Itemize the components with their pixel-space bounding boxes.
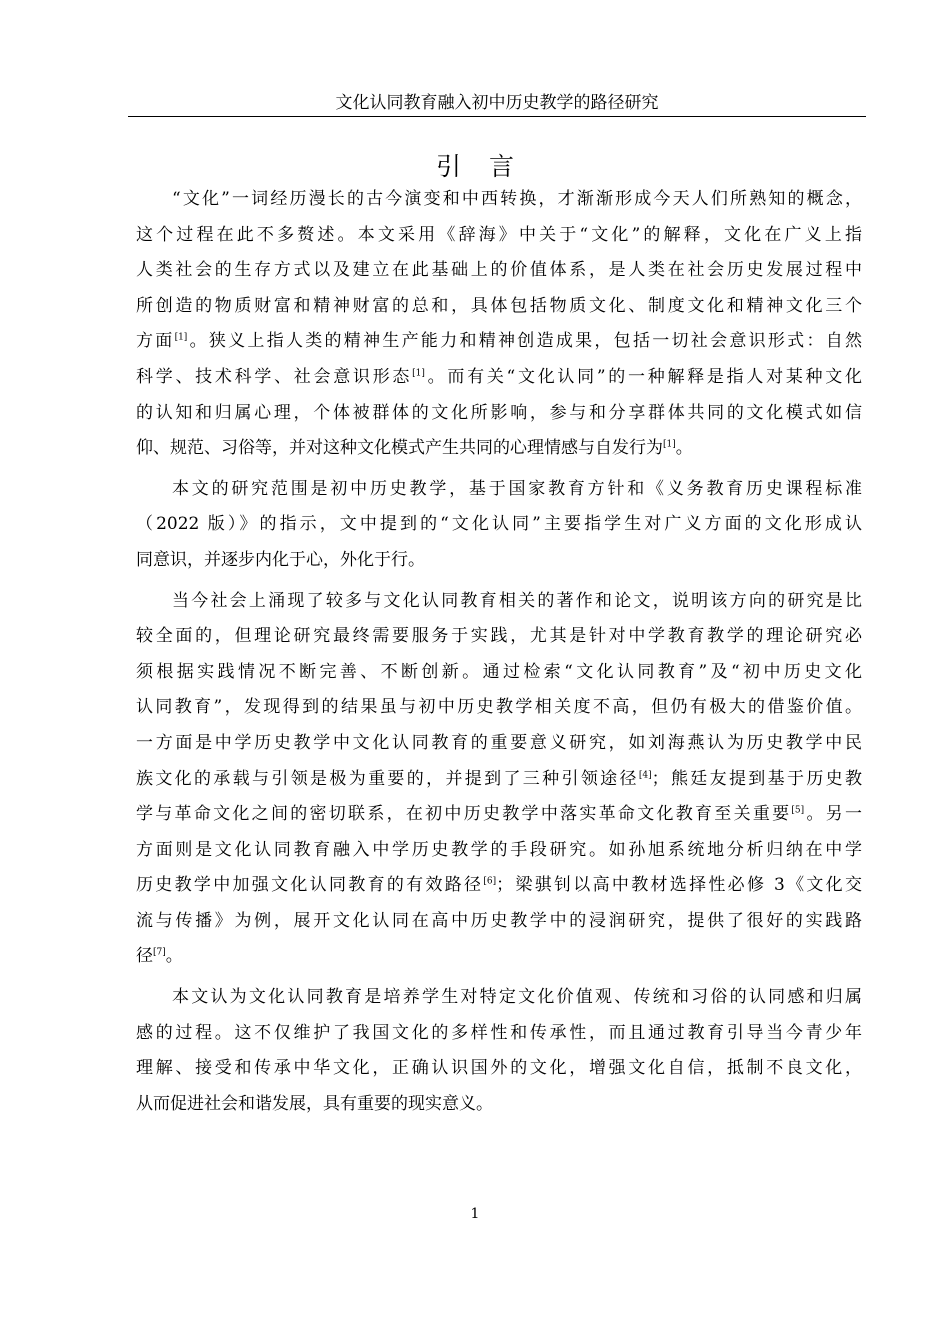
text-line: 的认知和归属心理，个体被群体的文化所影响，参与和分享群体共同的文化模式如信 bbox=[136, 402, 862, 423]
text-line: 感的过程。这不仅维护了我国文化的多样性和传承性，而且通过教育引导当今青少年 bbox=[136, 1022, 862, 1043]
citation-ref: [1] bbox=[412, 368, 425, 379]
text-line: 从而促进社会和谐发展，具有重要的现实意义。 bbox=[136, 1093, 493, 1114]
text-line bbox=[136, 797, 862, 833]
text-segment: 。而有关“文化认同”的一种解释是指人对某种文化 bbox=[424, 366, 862, 387]
text-segment: 。 bbox=[165, 946, 183, 967]
text-line: 较全面的，但理论研究最终需要服务于实践，尤其是针对中学教育教学的理论研究必 bbox=[136, 626, 862, 647]
text-line: 须根据实践情况不断完善、不断创新。通过检索“文化认同教育”及“初中历史文化 bbox=[136, 661, 862, 682]
paragraph-1 bbox=[136, 182, 862, 467]
text-line: 人类社会的生存方式以及建立在此基础上的价值体系，是人类在社会历史发展过程中 bbox=[136, 260, 862, 281]
text-line bbox=[136, 939, 862, 975]
text-line: “文化”一词经历漫长的古今演变和中西转换，才渐渐形成今天人们所熟知的概念， bbox=[172, 189, 862, 209]
body-text bbox=[136, 182, 862, 1122]
text-line: 当今社会上涌现了较多与文化认同教育相关的著作和论文，说明该方向的研究是比 bbox=[172, 590, 862, 611]
text-segment: ；熊廷友提到基于历史教 bbox=[651, 768, 863, 789]
paragraph-3 bbox=[136, 584, 862, 976]
citation-ref: [4] bbox=[638, 769, 652, 780]
text-segment: 。狭义上指人类的精神生产能力和精神创造成果，包括一切社会意识形式：自然 bbox=[187, 331, 863, 352]
text-segment: 仰、规范、习俗等，并对这种文化模式产生共同的心理情感与自发行为 bbox=[136, 438, 663, 459]
text-segment: 族文化的承载与引领是极为重要的，并提到了三种引领途径 bbox=[136, 768, 639, 789]
citation-ref: [1] bbox=[663, 439, 676, 450]
text-segment: 方面 bbox=[136, 331, 175, 352]
page-number: 1 bbox=[470, 1206, 480, 1222]
citation-ref: [5] bbox=[791, 805, 805, 816]
text-line: 同意识，并逐步内化于心，外化于行。 bbox=[136, 549, 425, 570]
text-line bbox=[136, 360, 862, 396]
text-segment: ；梁骐钊以高中教材选择性必修 3《文化交 bbox=[496, 875, 862, 896]
text-line: 这个过程在此不多赘述。本文采用《辞海》中关于“文化”的解释，文化在广义上指 bbox=[136, 224, 862, 245]
text-segment: 学与革命文化之间的密切联系，在初中历史教学中落实革命文化教育至关重要 bbox=[136, 804, 792, 825]
text-line bbox=[136, 431, 862, 467]
text-line bbox=[136, 762, 862, 798]
text-line: 方面则是文化认同教育融入中学历史教学的手段研究。如孙旭系统地分析归纳在中学 bbox=[136, 839, 862, 860]
text-line: 本文的研究范围是初中历史教学，基于国家教育方针和《义务教育历史课程标准 bbox=[172, 478, 862, 499]
text-line: 流与传播》为例，展开文化认同在高中历史教学中的浸润研究，提供了很好的实践路 bbox=[136, 910, 862, 931]
text-line: 本文认为文化认同教育是培养学生对特定文化价值观、传统和习俗的认同感和归属 bbox=[172, 987, 862, 1008]
text-line: 所创造的物质财富和精神财富的总和，具体包括物质文化、制度文化和精神文化三个 bbox=[136, 295, 862, 316]
text-line bbox=[136, 324, 862, 360]
text-line: 一方面是中学历史教学中文化认同教育的重要意义研究，如刘海燕认为历史教学中民 bbox=[136, 732, 862, 753]
text-line: 理解、接受和传承中华文化，正确认识国外的文化，增强文化自信，抵制不良文化， bbox=[136, 1058, 862, 1079]
section-title: 引言 bbox=[435, 152, 542, 181]
paragraph-4 bbox=[136, 980, 862, 1122]
text-segment: 径 bbox=[136, 946, 153, 967]
text-line bbox=[136, 868, 862, 904]
citation-ref: [7] bbox=[153, 947, 166, 958]
running-header: 文化认同教育融入初中历史教学的路径研究 bbox=[128, 90, 866, 117]
citation-ref: [1] bbox=[174, 332, 188, 343]
text-segment: 。 bbox=[675, 438, 693, 459]
citation-ref: [6] bbox=[483, 876, 497, 887]
text-segment: 。另一 bbox=[804, 804, 863, 825]
text-segment: 科学、技术科学、社会意识形态 bbox=[136, 366, 413, 387]
text-line: 认同教育”，发现得到的结果虽与初中历史教学相关度不高，但仍有极大的借鉴价值。 bbox=[136, 697, 862, 718]
text-segment: 历史教学中加强文化认同教育的有效路径 bbox=[136, 875, 484, 896]
paragraph-2 bbox=[136, 472, 862, 579]
text-line: （2022 版）》的指示，文中提到的“文化认同”主要指学生对广义方面的文化形成认 bbox=[136, 514, 862, 535]
